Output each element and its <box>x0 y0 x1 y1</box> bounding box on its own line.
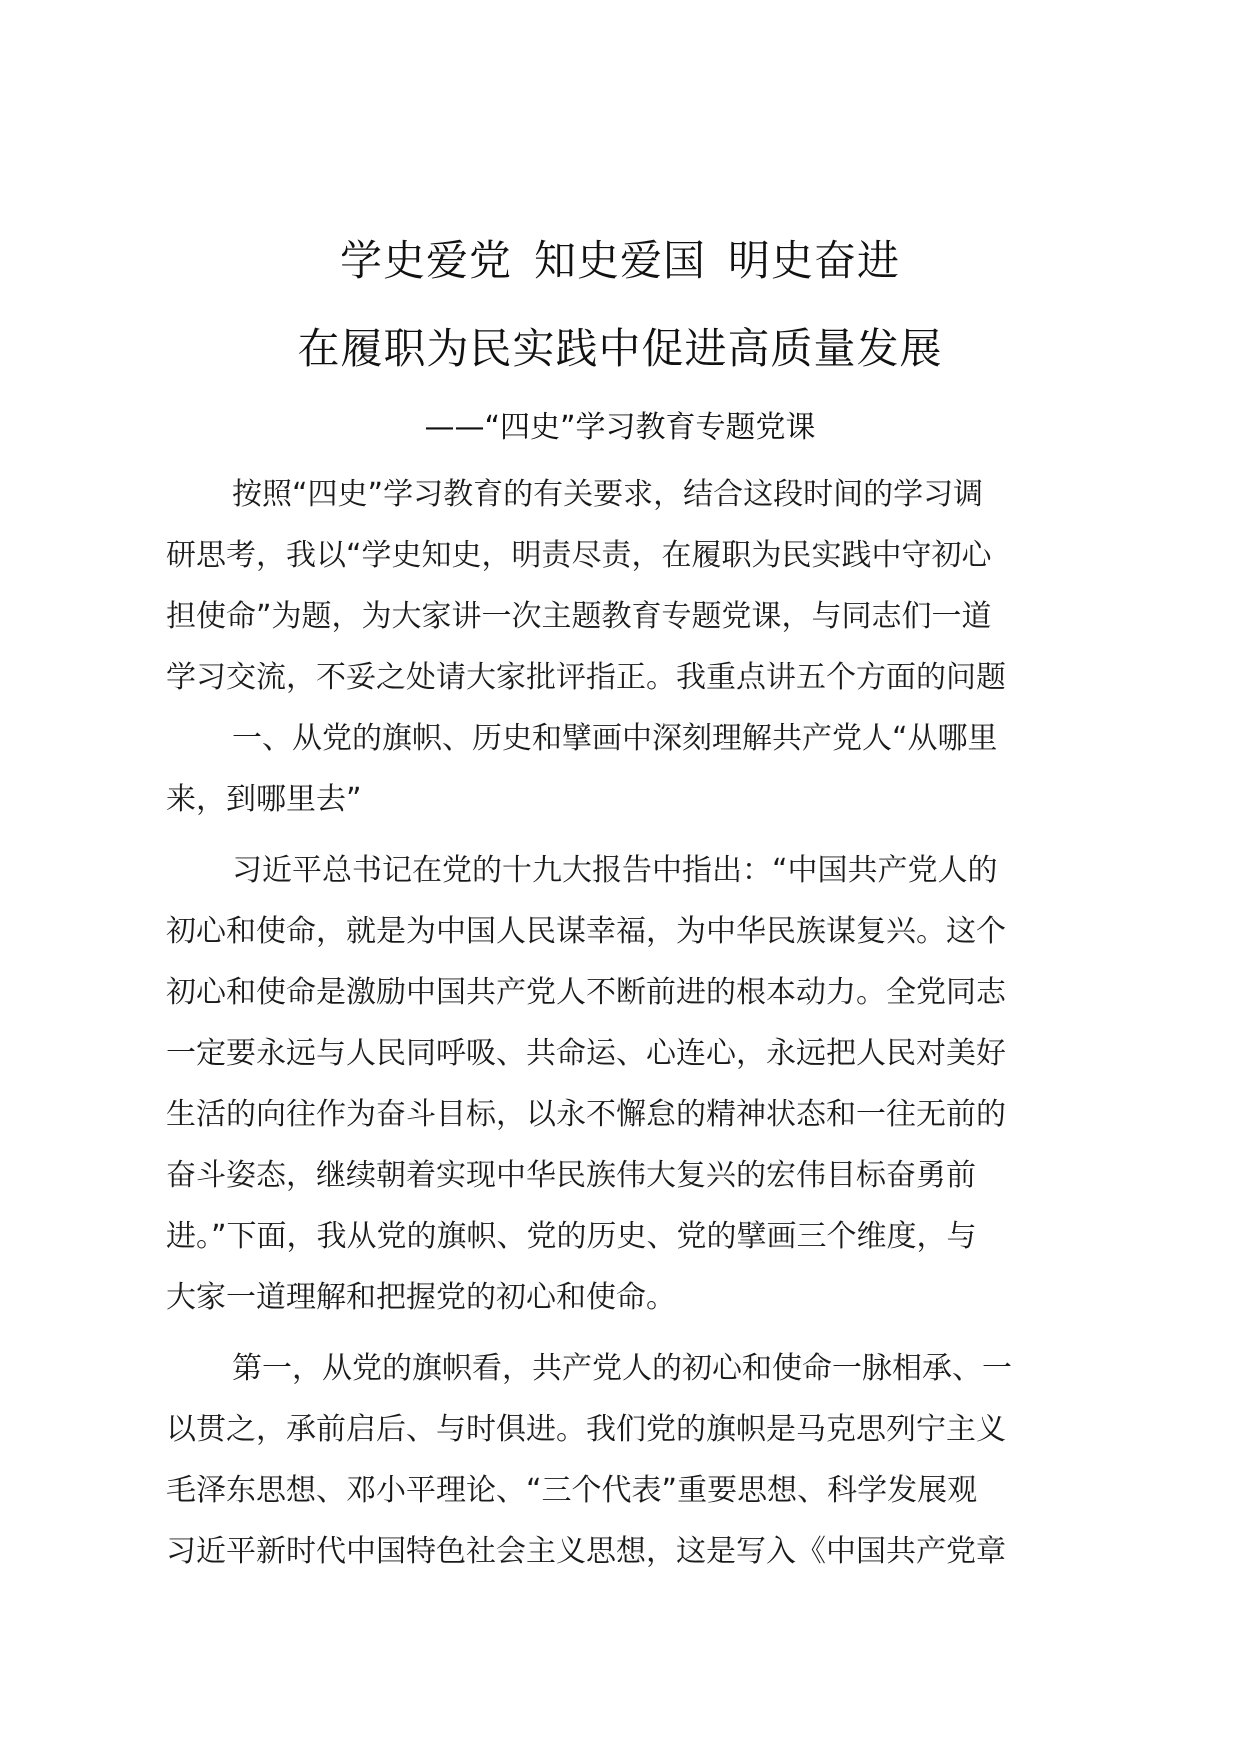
paragraph-line: 初心和使命是激励中国共产党人不断前进的根本动力。全党同志 <box>166 975 1006 1010</box>
paragraph-line: 初心和使命，就是为中国人民谋幸福，为中华民族谋复兴。这个 <box>166 914 1006 949</box>
document-title <box>0 236 1240 374</box>
title-part-2: 知史爱国 <box>533 236 706 285</box>
document-subtitle: ——“四史”学习教育专题党课 <box>424 410 816 445</box>
paragraph-line: 担使命”为题，为大家讲一次主题教育专题党课，与同志们一道 <box>166 599 992 634</box>
paragraph-line: 第一，从党的旗帜看，共产党人的初心和使命一脉相承、一 <box>232 1351 1012 1386</box>
paragraph-line: 奋斗姿态，继续朝着实现中华民族伟大复兴的宏伟目标奋勇前 <box>166 1158 976 1193</box>
section-heading-1 <box>166 708 1106 830</box>
paragraph-line: 一定要永远与人民同呼吸、共命运、心连心，永远把人民对美好 <box>166 1036 1006 1071</box>
paragraph-line: 学习交流，不妥之处请大家批评指正。我重点讲五个方面的问题 <box>166 660 1006 695</box>
paragraph-intro <box>166 464 1106 708</box>
paragraph-line: 按照“四史”学习教育的有关要求，结合这段时间的学习调 <box>232 477 984 512</box>
paragraph-line: 习近平新时代中国特色社会主义思想，这是写入《中国共产党章 <box>166 1534 1006 1569</box>
paragraph-line: 生活的向往作为奋斗目标，以永不懈怠的精神状态和一往无前的 <box>166 1097 1006 1132</box>
heading-line: 来，到哪里去” <box>166 782 362 817</box>
paragraph-line: 毛泽东思想、邓小平理论、“三个代表”重要思想、科学发展观 <box>166 1473 978 1508</box>
paragraph-banner <box>166 1338 1106 1582</box>
heading-line: 一、从党的旗帜、历史和擘画中深刻理解共产党人“从哪里 <box>232 721 998 756</box>
paragraph-line: 大家一道理解和把握党的初心和使命。 <box>166 1280 676 1315</box>
paragraph-line: 进。”下面，我从党的旗帜、党的历史、党的擘画三个维度，与 <box>166 1219 977 1254</box>
title-line-1 <box>0 236 1240 286</box>
document-body <box>166 464 1106 1582</box>
paragraph-line: 以贯之，承前启后、与时俱进。我们党的旗帜是马克思列宁主义 <box>166 1412 1006 1447</box>
title-part-3: 明史奋进 <box>728 236 901 285</box>
paragraph-line: 习近平总书记在党的十九大报告中指出：“中国共产党人的 <box>232 853 998 888</box>
title-part-1: 学史爱党 <box>339 236 512 285</box>
paragraph-quote <box>166 840 1106 1328</box>
paragraph-line: 研思考，我以“学史知史，明责尽责，在履职为民实践中守初心 <box>166 538 992 573</box>
title-line-2: 在履职为民实践中促进高质量发展 <box>297 324 943 373</box>
